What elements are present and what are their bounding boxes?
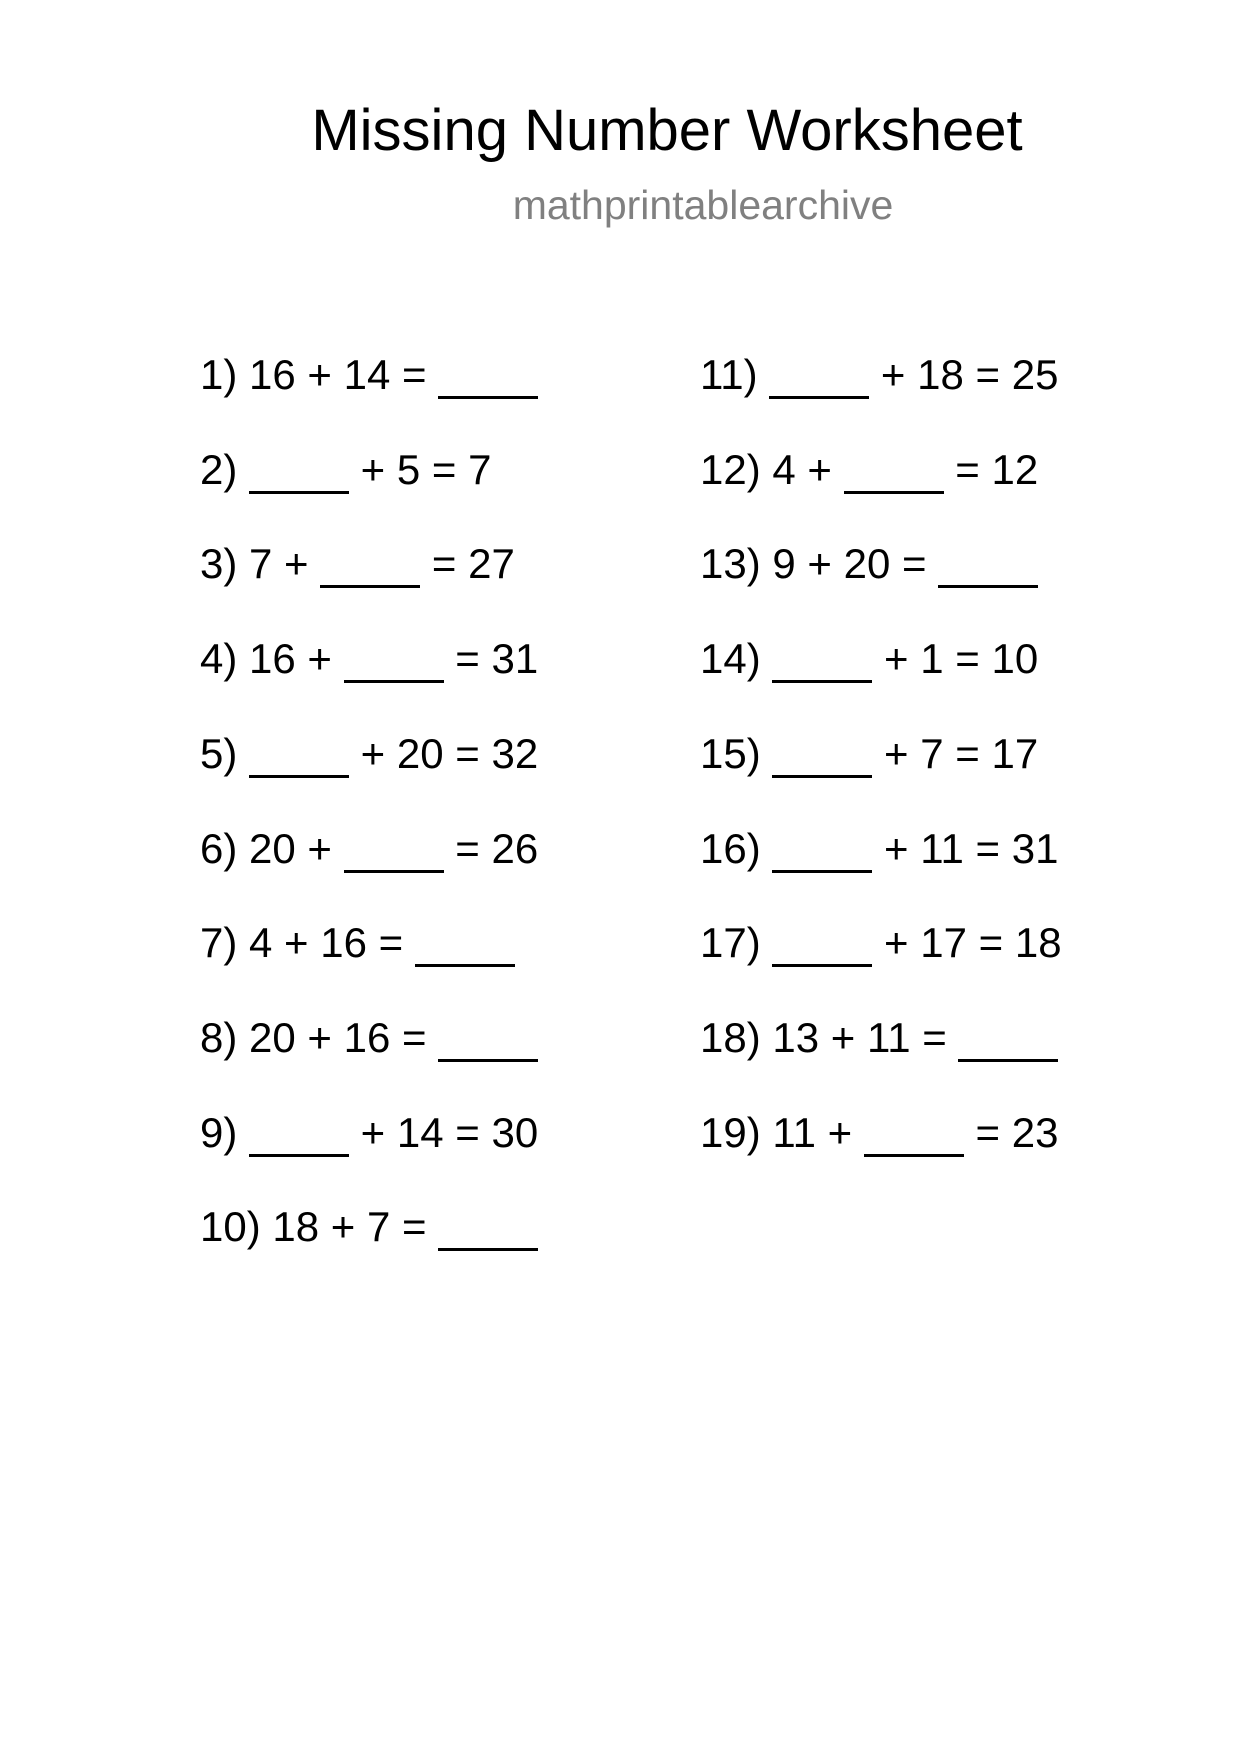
plus-sign: + [295,824,344,872]
plus-sign: + [795,445,844,493]
problem-item [200,824,538,874]
operand: 20 [249,1013,296,1061]
problem-item [700,634,1038,684]
answer-blank[interactable] [958,1022,1058,1062]
operand: 5 [396,445,421,493]
plus-sign: + [872,919,921,967]
equals-sign: = [963,1108,1012,1156]
operand: 16 [249,351,296,398]
problem-number: 15) [700,729,773,777]
problem-item [200,634,538,684]
equals-sign: = [390,1203,439,1251]
answer-blank[interactable] [772,643,872,683]
problem-item [200,1013,538,1063]
problem-number: 4) [200,635,250,683]
result: 7 [468,445,492,493]
equals-sign: = [420,540,469,588]
answer-blank[interactable] [772,927,872,967]
plus-sign: + [295,351,344,398]
answer-blank[interactable] [438,1211,538,1251]
problem-item [700,445,1038,495]
plus-sign: + [295,1013,344,1061]
answer-blank[interactable] [249,738,349,778]
equals-sign: = [943,729,992,777]
equals-sign: = [420,445,469,493]
problem-number: 17) [700,919,773,967]
equals-sign: = [443,635,492,683]
answer-blank[interactable] [864,1117,964,1157]
answer-blank[interactable] [438,359,538,399]
result: 26 [491,824,539,872]
equals-sign: = [366,919,415,967]
operand: 18 [917,351,964,398]
operand: 20 [249,824,296,872]
problem-number: 16) [700,824,773,872]
problem-item [200,445,491,495]
plus-sign: + [349,729,397,777]
problem-item [700,1108,1058,1158]
operand: 20 [843,540,891,588]
problem-number: 10) [200,1203,273,1251]
problem-number: 3) [200,540,250,588]
problem-item [700,824,1058,874]
operand: 7 [249,540,273,588]
problem-number: 12) [700,445,773,493]
answer-blank[interactable] [344,643,444,683]
problem-number: 8) [200,1013,250,1061]
answer-blank[interactable] [772,833,872,873]
answer-blank[interactable] [415,927,515,967]
operand: 14 [396,1108,444,1156]
plus-sign: + [272,540,321,588]
operand: 11 [866,1013,911,1061]
operand: 4 [249,919,273,967]
problem-item [700,1013,1058,1063]
equals-sign: = [390,1013,439,1061]
problem-item [200,539,515,589]
result: 10 [991,635,1039,683]
problem-number: 1) [200,351,250,398]
problem-item [200,350,538,400]
answer-blank[interactable] [938,548,1038,588]
equals-sign: = [963,824,1012,872]
problem-item [200,1202,538,1252]
answer-blank[interactable] [438,1022,538,1062]
equals-sign: = [963,351,1012,398]
problem-item [700,539,1038,589]
operand: 11 [920,824,964,872]
result: 31 [1011,824,1059,872]
problem-item [700,350,1058,400]
problem-number: 19) [700,1108,773,1156]
plus-sign: + [272,919,321,967]
operand: 13 [772,1013,820,1061]
answer-blank[interactable] [249,454,349,494]
problem-number: 13) [700,540,773,588]
plus-sign: + [869,351,918,398]
problem-item [200,729,538,779]
plus-sign: + [872,729,921,777]
result: 18 [1014,919,1062,967]
answer-blank[interactable] [320,548,420,588]
plus-sign: + [349,445,397,493]
equals-sign: = [443,824,492,872]
operand: 7 [366,1203,391,1251]
result: 12 [991,445,1039,493]
problem-item [700,918,1062,968]
problem-item [700,729,1038,779]
plus-sign: + [319,1203,367,1251]
operand: 7 [920,729,944,777]
plus-sign: + [815,1108,864,1156]
equals-sign: = [943,635,992,683]
equals-sign: = [443,729,492,777]
result: 31 [491,635,539,683]
operand: 4 [772,445,796,493]
problem-number: 11) [700,351,770,398]
operand: 14 [343,351,391,398]
problem-number: 6) [200,824,250,872]
problem-item [200,1108,538,1158]
plus-sign: + [872,824,921,872]
operand: 9 [772,540,796,588]
operand: 20 [396,729,444,777]
equals-sign: = [390,351,439,398]
problem-number: 7) [200,919,250,967]
equals-sign: = [910,1013,959,1061]
problem-number: 18) [700,1013,773,1061]
operand: 17 [920,919,967,967]
plus-sign: + [295,635,344,683]
result: 25 [1011,351,1059,398]
equals-sign: = [443,1108,492,1156]
result: 17 [991,729,1039,777]
operand: 16 [249,635,296,683]
result: 32 [491,729,539,777]
page-subtitle: mathprintablearchive [512,182,894,228]
answer-blank[interactable] [769,359,869,399]
plus-sign: + [872,635,921,683]
plus-sign: + [819,1013,867,1061]
equals-sign: = [943,445,992,493]
page-title: Missing Number Worksheet [311,98,1023,163]
operand: 16 [343,1013,391,1061]
operand: 1 [920,635,944,683]
result: 23 [1011,1108,1059,1156]
problem-number: 5) [200,729,250,777]
problem-number: 9) [200,1108,250,1156]
operand: 11 [772,1108,816,1156]
problem-number: 2) [200,445,250,493]
result: 27 [468,540,515,588]
answer-blank[interactable] [249,1117,349,1157]
equals-sign: = [890,540,939,588]
operand: 16 [320,919,367,967]
operand: 18 [272,1203,320,1251]
equals-sign: = [966,919,1015,967]
answer-blank[interactable] [844,454,944,494]
problem-item [200,918,515,968]
plus-sign: + [795,540,844,588]
plus-sign: + [349,1108,397,1156]
answer-blank[interactable] [772,738,872,778]
problem-number: 14) [700,635,773,683]
answer-blank[interactable] [344,833,444,873]
result: 30 [491,1108,539,1156]
